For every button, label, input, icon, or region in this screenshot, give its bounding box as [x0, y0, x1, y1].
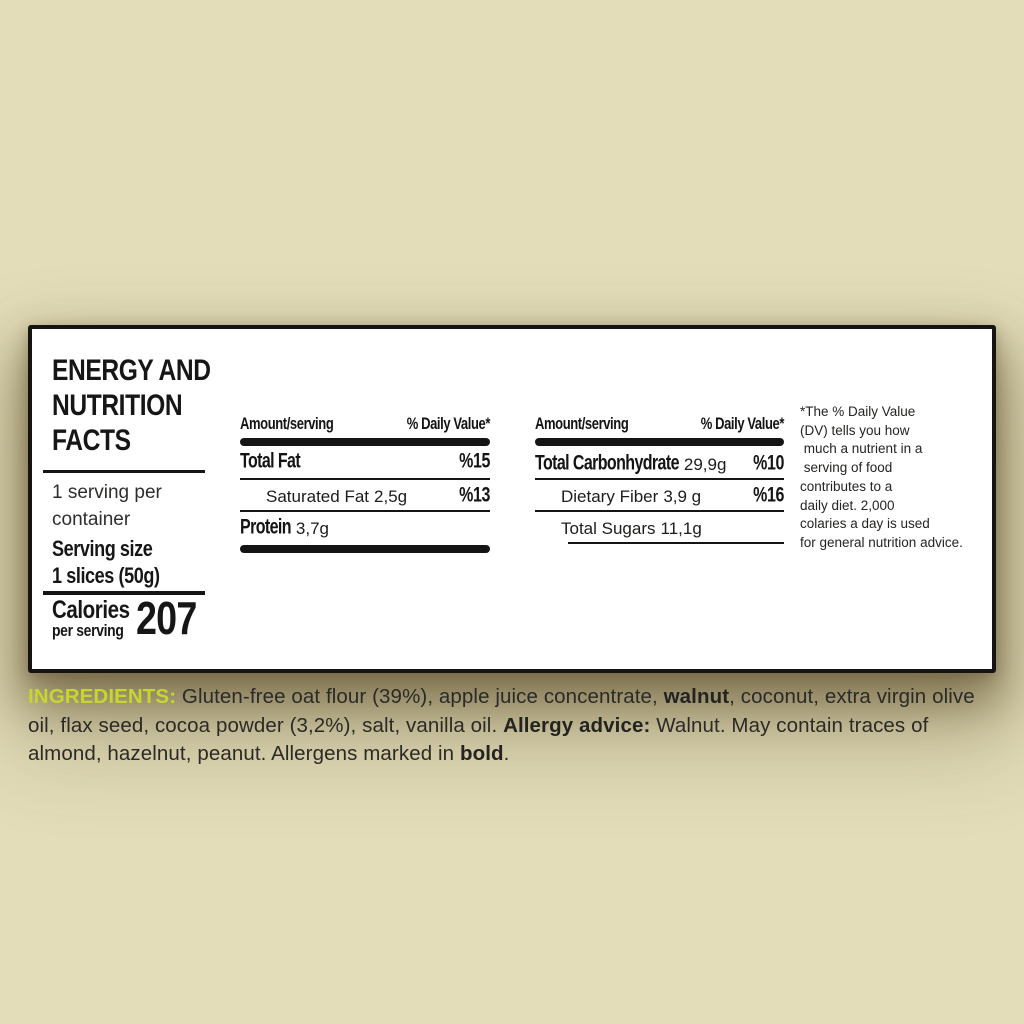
calories-value: 207 [136, 592, 197, 644]
row-amount: 29,9g [683, 455, 727, 474]
row-dv: %13 [459, 484, 490, 507]
ingredients-segment: Walnut. May contain traces of almond, hazelnut, peanut. Allergens marked in [28, 713, 929, 765]
table-row-saturated-fat [240, 480, 490, 507]
row-label: Total Sugars [561, 519, 656, 538]
carb-header-amount: Amount/serving [535, 413, 629, 433]
carb-header-dv: % Daily Value* [700, 413, 784, 433]
table-row-total-carbonhydrate [535, 448, 784, 475]
divider-top [43, 470, 205, 473]
table-row-total-fat [240, 448, 490, 475]
thin-rule [568, 542, 784, 544]
row-dv: %10 [753, 452, 784, 475]
daily-value-footnote: *The % Daily Value (DV) tells you how much a nutrient in a serving of food contributes to a daily diet. 2,000 colaries a day is used for general nutrition advice. [800, 404, 963, 550]
serving-size: Serving size 1 slices (50g) [52, 536, 160, 588]
table-row-dietary-fiber [535, 480, 784, 507]
row-amount: 11,1g [660, 519, 702, 538]
calories-label: Calories [52, 596, 130, 624]
row-label: Saturated Fat [266, 487, 370, 506]
ingredients-segment: Gluten-free oat flour (39%), apple juice concentrate, [176, 685, 664, 708]
row-amount: 2,5g [374, 487, 408, 506]
calories-row [52, 592, 222, 650]
fat-header-dv: % Daily Value* [406, 413, 490, 433]
thick-bar [240, 545, 490, 553]
ingredients-allergen-walnut: walnut [663, 685, 730, 708]
row-dv: %15 [459, 450, 490, 473]
row-amount: 3,9 g [663, 487, 702, 506]
calories-labels [52, 598, 130, 639]
row-label: Total Fat [240, 450, 301, 473]
table-row-total-sugars [535, 512, 784, 539]
ingredients-text [28, 683, 1000, 769]
row-label: Total Carbonhydrate [535, 452, 679, 475]
panel-title: ENERGY AND NUTRITION FACTS [52, 354, 211, 457]
nutrition-facts-panel [28, 325, 996, 673]
ingredients-segment: . [503, 742, 510, 765]
carbohydrate-table [535, 413, 784, 544]
table-row-protein [240, 512, 490, 539]
calories-sublabel: per serving [52, 621, 124, 640]
thick-bar [535, 438, 784, 446]
fat-table [240, 413, 490, 553]
fat-table-header [240, 413, 490, 432]
row-label: Dietary Fiber [561, 487, 659, 506]
carb-table-header [535, 413, 784, 432]
thick-bar [240, 438, 490, 446]
ingredients-bold-word: bold [459, 742, 504, 765]
ingredients-segment: , coconut, extra virgin olive oil, flax seed, cocoa powder (3,2%), salt, vanilla oil. [28, 685, 975, 737]
row-label: Protein [240, 516, 291, 539]
row-amount: 3,7g [295, 519, 330, 538]
row-dv: %16 [753, 484, 784, 507]
ingredients-label: INGREDIENTS: [28, 685, 177, 708]
servings-per-container: 1 serving per container [52, 482, 162, 530]
allergy-advice-label: Allergy advice: [503, 713, 651, 737]
fat-header-amount: Amount/serving [240, 413, 334, 433]
nutrition-facts-content [32, 329, 992, 669]
